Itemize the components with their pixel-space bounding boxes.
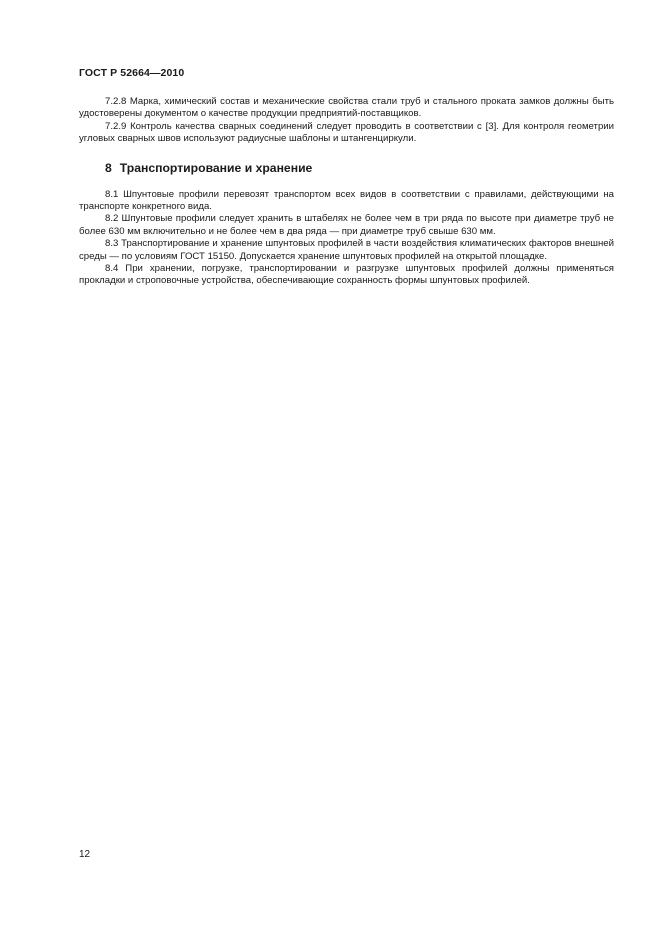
clause-8-3: 8.3 Транспортирование и хранение шпунтовых профилей в части воздействия климатических факторов внешней среды — по условиям ГОСТ 15150. Допускается хранение шпунтовых профилей на открытой площадке.	[79, 238, 614, 262]
section-number: 8	[105, 160, 112, 175]
section-title-text: Транспортирование и хранение	[119, 160, 313, 175]
section-heading	[79, 161, 614, 176]
document-code-header: ГОСТ Р 52664—2010	[79, 67, 185, 79]
clause-7-2-9: 7.2.9 Контроль качества сварных соединений следует проводить в соответствии с [3]. Для контроля геометрии угловых сварных швов используют радиусные шаблоны и штангенциркули.	[79, 120, 614, 145]
page-number: 12	[79, 849, 91, 860]
document-body	[79, 96, 614, 288]
clause-8-4: 8.4 При хранении, погрузке, транспортировании и разгрузке шпунтовых профилей должны применяться прокладки и строповочные устройства, обеспечивающие сохранность формы шпунтовых профилей.	[79, 263, 614, 287]
clause-8-1: 8.1 Шпунтовые профили перевозят транспортом всех видов в соответствии с правилами, действующими на транспорте конкретного вида.	[79, 188, 614, 213]
clause-8-2: 8.2 Шпунтовые профили следует хранить в штабелях не более чем в три ряда по высоте при диаметре труб не более 630 мм включительно и не более чем в два ряда — при диаметре труб свыше 630 мм.	[79, 213, 614, 237]
clause-7-2-8: 7.2.8 Марка, химический состав и механические свойства стали труб и стального проката замков должны быть удостоверены документом о качестве продукции предприятий-поставщиков.	[79, 96, 614, 120]
